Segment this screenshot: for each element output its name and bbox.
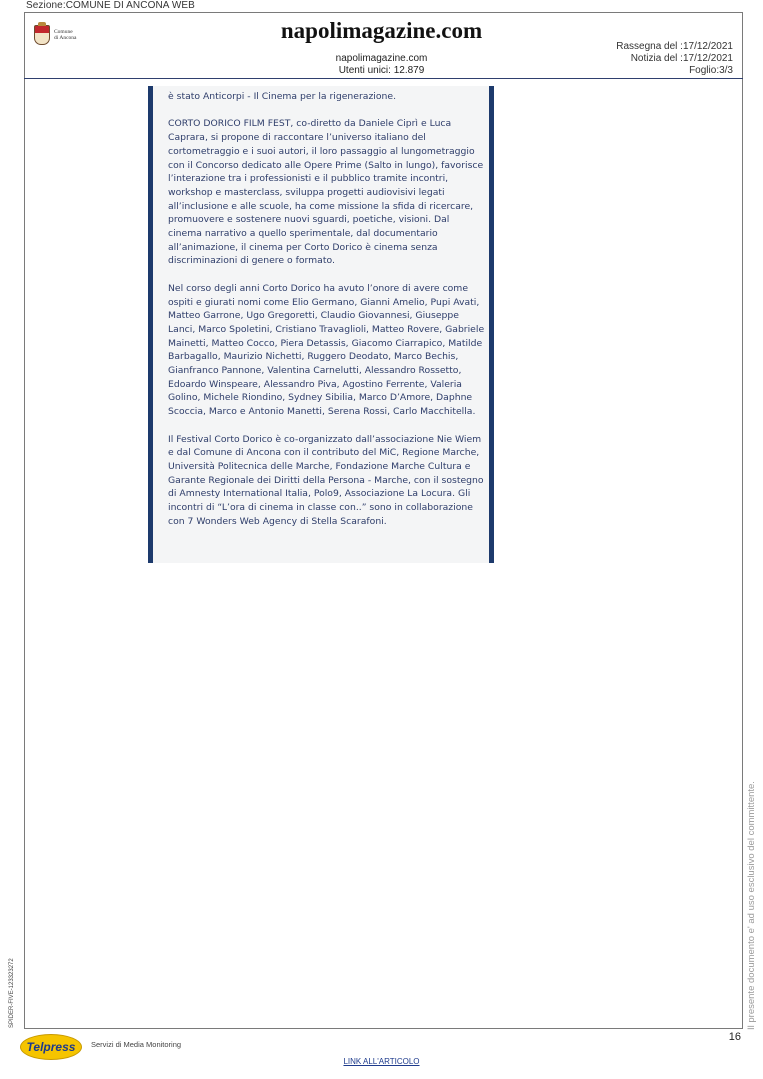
- header-divider: [24, 78, 743, 79]
- logo-line-1: Comune: [54, 29, 73, 35]
- telpress-tagline: Servizi di Media Monitoring: [91, 1040, 182, 1049]
- article-clipping: [148, 86, 494, 563]
- spider-id: SPIDER-FIVE-123323272: [9, 958, 15, 1028]
- telpress-logo: Telpress: [20, 1034, 82, 1060]
- article-body: [168, 90, 486, 542]
- article-paragraph: CORTO DORICO FILM FEST, co-diretto da Daniele Ciprì e Luca Caprara, si propone di raccontare l’universo italiano del cortometraggio e i suoi autori, il loro passaggio al lungometraggio con il Concorso dedicato alle Opere Prime (Salto in lungo), favorisce l’interazione tra i professionisti e il pubblico tramite incontri, workshop e masterclass, sviluppa progetti audiovisivi legati all’inclusione e alle scuole, ha come missione la sfida di ricercare, promuovere e sostenere nuovi sguardi, poetiche, visioni. Dal cinema narrativo a quello sperimentale, dal documentario all’animazione, il cinema per Corto Dorico è cinema senza discriminazioni di genere o formato.: [168, 118, 484, 267]
- page-number: 16: [728, 1031, 741, 1043]
- publication-title: napolimagazine.com: [280, 18, 483, 43]
- notizia-date: Notizia del :17/12/2021: [630, 53, 733, 64]
- publication-site: napolimagazine.com: [335, 53, 428, 64]
- article-paragraph: Il Festival Corto Dorico è co-organizzato dall’associazione Nie Wiem e dal Comune di Ancona con il contributo del MiC, Regione Marche, Università Politecnica delle Marche, Fondazione Marche Cultura e Garante Regionale dei Diritti della Persona - Marche, con il sostegno di Amnesty International Italia, Polo9, Associazione La Locura. Gli incontri di “L’ora di cinema in classe con..” sono in collaborazione con 7 Wonders Web Agency di Stella Scarafoni.: [168, 433, 484, 527]
- logo-line-2: di Ancona: [54, 35, 77, 41]
- section-label: Sezione:COMUNE DI ANCONA WEB: [26, 0, 195, 11]
- usage-disclaimer: Il presente documento e' ad uso esclusivo del committente.: [746, 781, 757, 1030]
- foglio-count: Foglio:3/3: [689, 65, 733, 76]
- article-paragraph: è stato Anticorpi - Il Cinema per la rigenerazione.: [168, 91, 397, 102]
- publication-users: Utenti unici: 12.879: [338, 65, 425, 76]
- article-paragraph: Nel corso degli anni Corto Dorico ha avuto l’onore di avere come ospiti e giurati nomi come Elio Germano, Gianni Amelio, Pupi Avati, Matteo Garrone, Ugo Gregoretti, Claudio Giovannesi, Giuseppe Lanci, Marco Spoletini, Cristiano Travaglioli, Matteo Rovere, Gabriele Mainetti, Matteo Cocco, Piera Detassis, Giacomo Ciarrapico, Matilde Barbagallo, Maurizio Nichetti, Ruggero Deodato, Marco Bechis, Gianfranco Pannone, Valentina Carnelutti, Alessandro Rossetto, Edoardo Winspeare, Alessandro Piva, Agostino Ferrente, Valeria Golino, Michele Riondino, Sydney Sibilia, Marco D’Amore, Daphne Scoccia, Marco e Antonio Manetti, Serena Rossi, Carlo Macchitella.: [168, 282, 485, 418]
- rassegna-date: Rassegna del :17/12/2021: [616, 41, 733, 52]
- article-link[interactable]: LINK ALL'ARTICOLO: [343, 1057, 420, 1066]
